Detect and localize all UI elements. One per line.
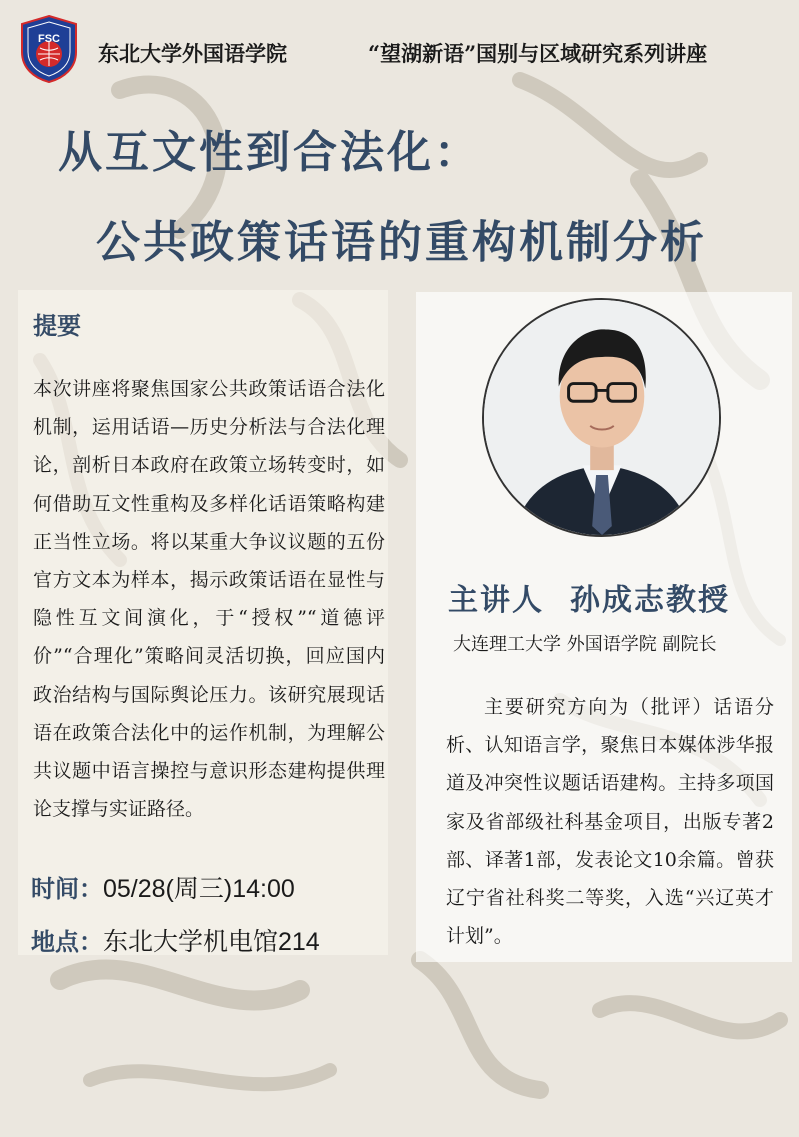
lecture-series-name: “望湖新语”国别与区域研究系列讲座	[368, 41, 708, 66]
time-label: 时间：	[31, 874, 103, 903]
speaker-bio: 主要研究方向为（批评）话语分析、认知语言学，聚焦日本媒体涉华报道及冲突性议题话语建构。主持多项国家及省部级社科基金项目，出版专著2部、译著1部，发表论文10余篇。曾获辽宁省社科奖二等奖，入选“兴辽英才计划”。	[446, 696, 774, 948]
title-line-2: 公共政策话语的重构机制分析	[96, 217, 707, 268]
speaker-role: 主讲人	[448, 583, 544, 618]
speaker-name: 孙成志教授	[570, 583, 730, 618]
abstract-heading: 提要	[33, 311, 81, 340]
logo-text: FSC	[38, 33, 60, 45]
speaker-portrait	[482, 298, 721, 537]
title-line-1: 从互文性到合法化：	[58, 127, 481, 178]
speaker-affiliation: 大连理工大学 外国语学院 副院长	[453, 634, 717, 655]
time-value: 05/28(周三)14:00	[103, 875, 295, 903]
place-value: 东北大学机电馆214	[103, 928, 320, 956]
institution-name: 东北大学外国语学院	[98, 41, 287, 66]
place-row	[31, 922, 320, 958]
speaker-photo-illustration	[484, 300, 719, 535]
place-label: 地点：	[31, 927, 103, 956]
faculty-logo	[18, 14, 80, 84]
speaker-title-line	[448, 575, 730, 619]
abstract-text: 本次讲座将聚焦国家公共政策话语合法化机制，运用话语—历史分析法与合法化理论，剖析日本政府在政策立场转变时，如何借助互文性重构及多样化话语策略构建正当性立场。将以某重大争议议题的五份官方文本为样本，揭示政策话语在显性与隐性互文间演化，于“授权”“道德评价”“合理化”策略间灵活切换，回应国内政治结构与国际舆论压力。该研究展现话语在政策合法化中的运作机制，为理解公共议题中语言操控与意识形态建构提供理论支撑与实证路径。	[33, 378, 385, 821]
time-row	[31, 869, 295, 905]
